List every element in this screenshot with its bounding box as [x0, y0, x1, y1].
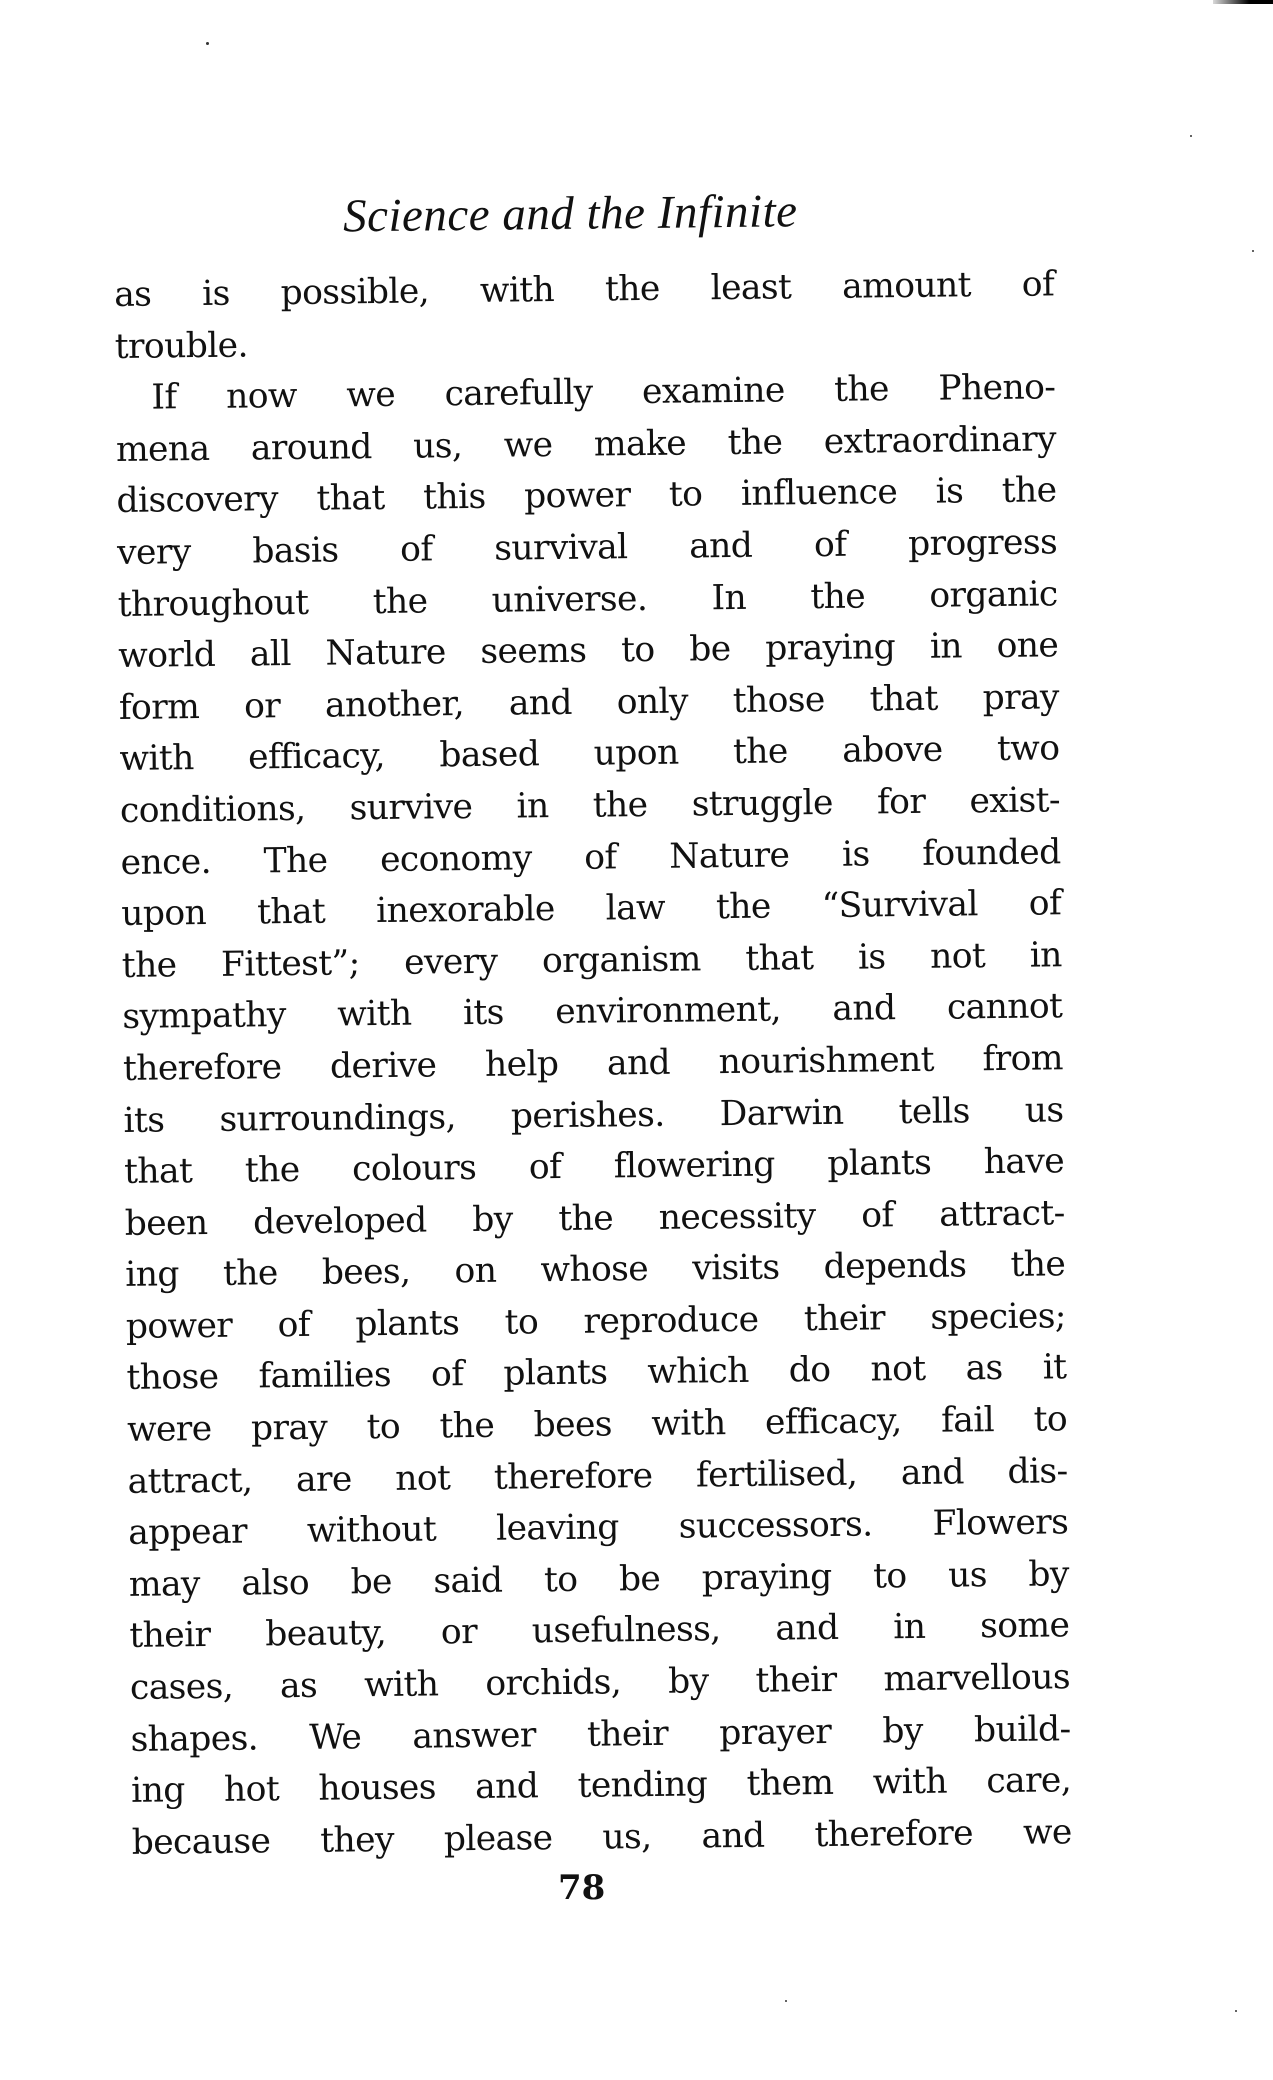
- scan-speck: [206, 42, 209, 45]
- text-line: those families of plants which do not as it: [126, 1347, 1067, 1399]
- scan-speck: [1252, 250, 1254, 252]
- running-head: Science and the Infinite: [342, 185, 798, 243]
- text-line: with efficacy, based upon the above two: [119, 728, 1060, 780]
- text-block: [113, 179, 1072, 1869]
- text-line: their beauty, or usefulness, and in some: [129, 1605, 1070, 1657]
- text-line: appear without leaving successors. Flowers: [128, 1502, 1069, 1554]
- text-line: may also be said to be praying to us by: [128, 1554, 1069, 1605]
- text-line: discovery that this power to influence is the: [116, 470, 1057, 522]
- text-line: ence. The economy of Nature is founded: [120, 831, 1061, 883]
- text-line: as is possible, with the least amount of: [113, 264, 1055, 315]
- scan-speck: [1235, 2010, 1237, 2012]
- page-number: 78: [558, 1868, 606, 1908]
- text-line: attract, are not therefore fertilised, and dis-: [127, 1450, 1068, 1502]
- text-line: trouble.: [114, 325, 249, 367]
- text-line: sympathy with its environment, and cannot: [122, 986, 1063, 1038]
- text-line: power of plants to reproduce their species;: [125, 1296, 1067, 1347]
- text-line: If now we carefully examine the Pheno-: [151, 367, 1056, 418]
- text-line: form or another, and only those that pray: [118, 677, 1060, 728]
- text-line: ing the bees, on whose visits depends the: [125, 1244, 1066, 1296]
- text-line: throughout the universe. In the organic: [117, 573, 1058, 625]
- body-text: [114, 259, 1072, 1869]
- scan-speck: [785, 2000, 787, 2002]
- text-line: therefore derive help and nourishment from: [122, 1038, 1064, 1089]
- scan-speck: [1190, 135, 1192, 137]
- text-line: because they please us, and therefore we: [131, 1812, 1072, 1863]
- text-line: cases, as with orchids, by their marvellous: [129, 1657, 1071, 1708]
- text-line: mena around us, we make the extraordinary: [115, 419, 1057, 470]
- text-line: been developed by the necessity of attract-: [124, 1192, 1065, 1244]
- text-line: world all Nature seems to be praying in one: [118, 625, 1059, 677]
- text-line: shapes. We answer their prayer by build-: [130, 1708, 1071, 1760]
- text-line: the Fittest”; every organism that is not in: [121, 935, 1062, 986]
- text-line: ing hot houses and tending them with care,: [130, 1760, 1072, 1812]
- text-line: were pray to the bees with efficacy, fail to: [126, 1399, 1068, 1450]
- text-line: conditions, survive in the struggle for exist-: [119, 780, 1061, 831]
- text-line: upon that inexorable law the “Survival of: [120, 883, 1062, 935]
- text-line: its surroundings, perishes. Darwin tells us: [123, 1089, 1064, 1141]
- scan-edge-mark: [1213, 0, 1273, 4]
- text-line: very basis of survival and of progress: [116, 522, 1058, 573]
- text-line: that the colours of flowering plants have: [123, 1141, 1065, 1193]
